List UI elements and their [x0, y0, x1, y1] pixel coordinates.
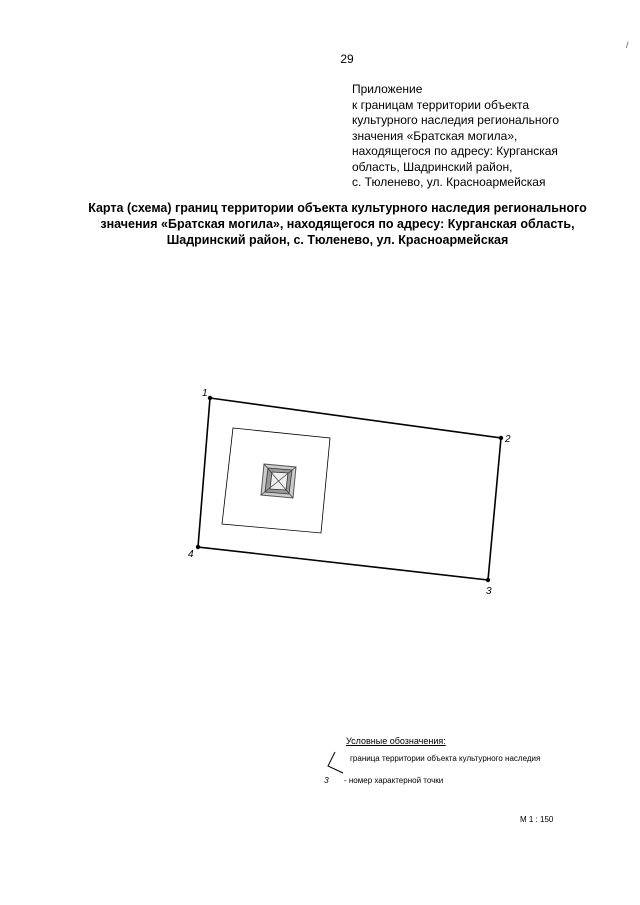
page-number: 29: [340, 52, 354, 66]
map-title-line: Карта (схема) границ территории объекта культурного наследия регионального: [88, 201, 587, 215]
monument-icon: [261, 464, 296, 498]
point-label-2: 2: [505, 434, 511, 445]
boundary-point-3: [486, 578, 490, 582]
point-label-4: 4: [188, 549, 194, 560]
legend-point-text: - номер характерной точки: [344, 776, 444, 785]
boundary-point-2: [499, 436, 503, 440]
boundary-point-4: [196, 545, 200, 549]
appendix-line: Приложение: [352, 82, 423, 96]
appendix-line: культурного наследия регионального: [352, 113, 560, 127]
page-corner-mark: /: [626, 40, 629, 50]
map-title-line: значения «Братская могила», находящегося по адресу: Курганская область,: [100, 217, 575, 231]
point-label-1: 1: [202, 388, 208, 399]
map-title-line: Шадринский район, с. Тюленево, ул. Красноармейская: [166, 233, 509, 247]
scale-label: М 1 : 150: [520, 815, 554, 824]
point-label-3: 3: [486, 586, 492, 597]
legend-title: Условные обозначения:: [346, 736, 446, 746]
territory-boundary: [198, 398, 501, 580]
legend-boundary-text: граница территории объекта культурного наследия: [350, 754, 541, 763]
appendix-line: с. Тюленево, ул. Красноармейская: [352, 175, 546, 189]
appendix-line: к границам территории объекта: [352, 97, 530, 112]
appendix-line: значения «Братская могила»,: [352, 128, 518, 143]
boundary-point-1: [208, 396, 212, 400]
appendix-line: область, Шадринский район,: [352, 159, 513, 174]
legend-boundary-sample: [328, 752, 343, 773]
legend-point-sample: 3: [324, 775, 329, 785]
appendix-line: находящегося по адресу: Курганская: [352, 144, 558, 158]
